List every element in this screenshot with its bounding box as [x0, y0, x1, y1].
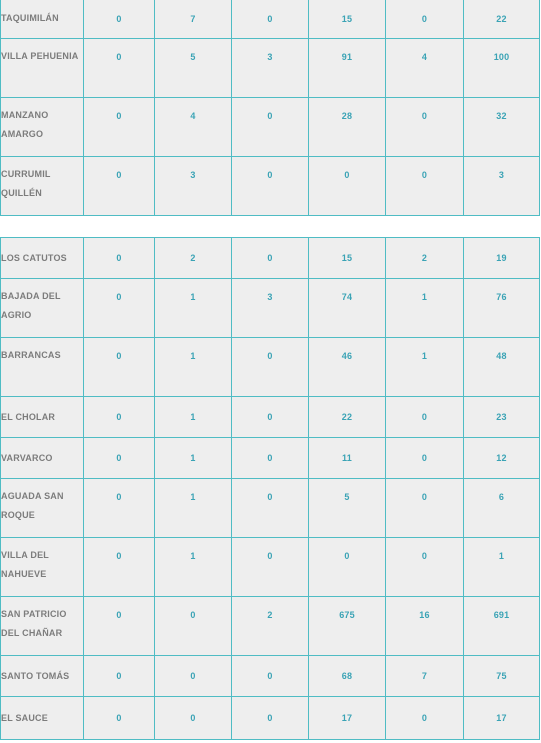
- value-cell: 0: [232, 338, 309, 397]
- total-cell: 32: [464, 98, 540, 157]
- value-cell: 0: [84, 338, 155, 397]
- value-cell: 91: [309, 39, 386, 98]
- table-row: [1, 338, 540, 397]
- total-cell: 19: [464, 238, 540, 279]
- value-cell: 7: [386, 656, 464, 697]
- total-cell: 12: [464, 438, 540, 479]
- value-cell: 3: [155, 157, 232, 216]
- value-cell: 0: [386, 438, 464, 479]
- table-row: [1, 238, 540, 279]
- total-cell: 17: [464, 697, 540, 740]
- locality-name-cell: CURRUMIL QUILLÉN: [1, 157, 84, 216]
- value-cell: 5: [309, 479, 386, 538]
- value-cell: 7: [155, 0, 232, 39]
- locality-name-cell: SANTO TOMÁS: [1, 656, 84, 697]
- value-cell: 0: [232, 538, 309, 597]
- locality-name-cell: EL SAUCE: [1, 697, 84, 740]
- value-cell: 0: [84, 479, 155, 538]
- value-cell: 0: [84, 438, 155, 479]
- value-cell: 0: [155, 597, 232, 656]
- locality-name-cell: LOS CATUTOS: [1, 238, 84, 279]
- value-cell: 2: [386, 238, 464, 279]
- value-cell: 0: [309, 157, 386, 216]
- value-cell: 0: [386, 538, 464, 597]
- value-cell: 0: [84, 697, 155, 740]
- table-row: [1, 397, 540, 438]
- value-cell: 1: [155, 479, 232, 538]
- value-cell: 675: [309, 597, 386, 656]
- value-cell: 0: [84, 98, 155, 157]
- value-cell: 0: [155, 697, 232, 740]
- total-cell: 22: [464, 0, 540, 39]
- table-row: [1, 656, 540, 697]
- value-cell: 0: [155, 656, 232, 697]
- value-cell: 22: [309, 397, 386, 438]
- value-cell: 0: [84, 0, 155, 39]
- total-cell: 6: [464, 479, 540, 538]
- value-cell: 1: [155, 538, 232, 597]
- value-cell: 2: [232, 597, 309, 656]
- value-cell: 3: [232, 39, 309, 98]
- value-cell: 0: [84, 538, 155, 597]
- value-cell: 0: [232, 479, 309, 538]
- table-row: [1, 697, 540, 740]
- total-cell: 48: [464, 338, 540, 397]
- value-cell: 0: [232, 397, 309, 438]
- table-row: [1, 98, 540, 157]
- value-cell: 0: [84, 656, 155, 697]
- locality-name-cell: EL CHOLAR: [1, 397, 84, 438]
- value-cell: 0: [232, 98, 309, 157]
- locality-name-cell: VILLA DEL NAHUEVE: [1, 538, 84, 597]
- value-cell: 0: [386, 697, 464, 740]
- table-row: [1, 0, 540, 39]
- value-cell: 0: [386, 98, 464, 157]
- table-row: [1, 479, 540, 538]
- value-cell: 1: [386, 338, 464, 397]
- total-cell: 76: [464, 279, 540, 338]
- value-cell: 1: [155, 438, 232, 479]
- value-cell: 0: [386, 397, 464, 438]
- total-cell: 75: [464, 656, 540, 697]
- value-cell: 4: [155, 98, 232, 157]
- value-cell: 46: [309, 338, 386, 397]
- value-cell: 0: [386, 479, 464, 538]
- value-cell: 0: [386, 157, 464, 216]
- value-cell: 0: [232, 238, 309, 279]
- value-cell: 0: [84, 597, 155, 656]
- table-row: [1, 157, 540, 216]
- value-cell: 0: [84, 238, 155, 279]
- value-cell: 0: [84, 397, 155, 438]
- locality-name-cell: VARVARCO: [1, 438, 84, 479]
- value-cell: 0: [232, 157, 309, 216]
- value-cell: 74: [309, 279, 386, 338]
- value-cell: 68: [309, 656, 386, 697]
- value-cell: 16: [386, 597, 464, 656]
- value-cell: 2: [155, 238, 232, 279]
- total-cell: 3: [464, 157, 540, 216]
- total-cell: 100: [464, 39, 540, 98]
- value-cell: 0: [386, 0, 464, 39]
- value-cell: 15: [309, 238, 386, 279]
- locality-name-cell: AGUADA SAN ROQUE: [1, 479, 84, 538]
- value-cell: 0: [309, 538, 386, 597]
- table-row: [1, 538, 540, 597]
- table-row: [1, 39, 540, 98]
- table-row: [1, 597, 540, 656]
- locality-cases-table-2: [0, 237, 540, 740]
- locality-name-cell: MANZANO AMARGO: [1, 98, 84, 157]
- table-row: [1, 438, 540, 479]
- value-cell: 3: [232, 279, 309, 338]
- value-cell: 0: [232, 697, 309, 740]
- value-cell: 0: [232, 656, 309, 697]
- locality-cases-table-1: [0, 0, 540, 216]
- total-cell: 691: [464, 597, 540, 656]
- value-cell: 0: [232, 0, 309, 39]
- value-cell: 0: [232, 438, 309, 479]
- locality-name-cell: BAJADA DEL AGRIO: [1, 279, 84, 338]
- value-cell: 4: [386, 39, 464, 98]
- value-cell: 1: [155, 279, 232, 338]
- value-cell: 1: [155, 338, 232, 397]
- value-cell: 1: [386, 279, 464, 338]
- value-cell: 11: [309, 438, 386, 479]
- value-cell: 17: [309, 697, 386, 740]
- value-cell: 0: [84, 157, 155, 216]
- value-cell: 15: [309, 0, 386, 39]
- table-row: [1, 279, 540, 338]
- locality-name-cell: VILLA PEHUENIA: [1, 39, 84, 98]
- total-cell: 23: [464, 397, 540, 438]
- locality-name-cell: TAQUIMILÁN: [1, 0, 84, 39]
- value-cell: 28: [309, 98, 386, 157]
- value-cell: 5: [155, 39, 232, 98]
- value-cell: 0: [84, 279, 155, 338]
- locality-name-cell: BARRANCAS: [1, 338, 84, 397]
- value-cell: 0: [84, 39, 155, 98]
- total-cell: 1: [464, 538, 540, 597]
- value-cell: 1: [155, 397, 232, 438]
- locality-name-cell: SAN PATRICIO DEL CHAÑAR: [1, 597, 84, 656]
